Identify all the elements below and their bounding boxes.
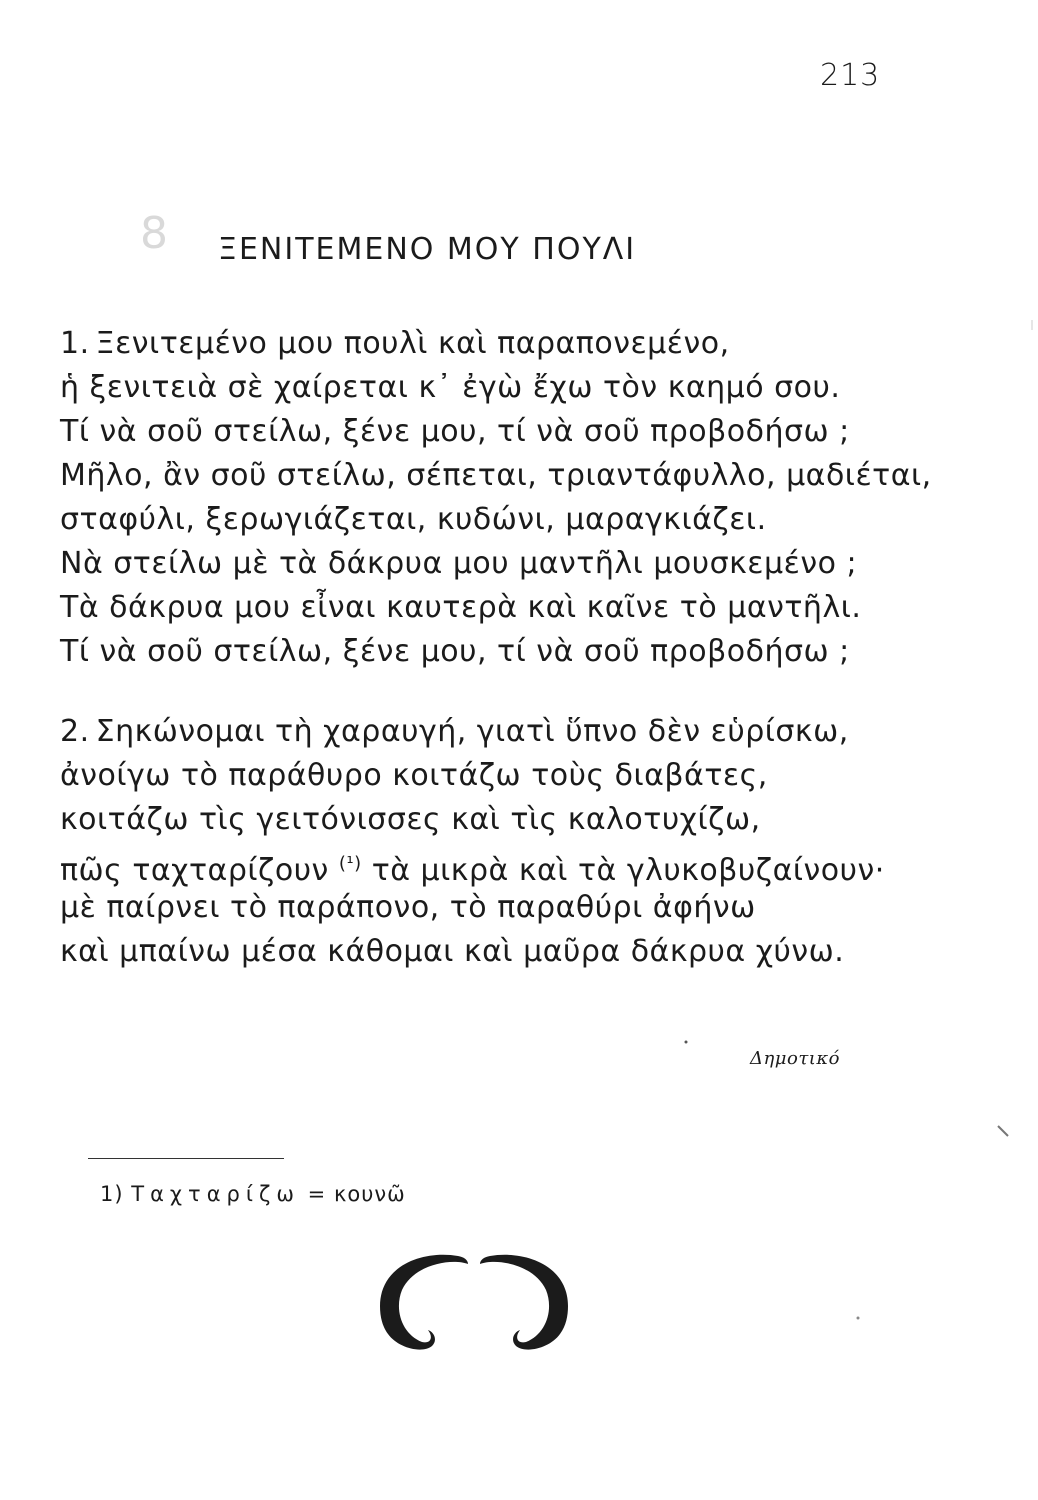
stanza-2 (60, 710, 920, 974)
verse-text: Σηκώνομαι τὴ χαραυγή, γιατὶ ὕπνο δὲν εὑρίσκω, (95, 714, 849, 749)
stanza-1-line-7: Τὰ δάκρυα μου εἶναι καυτερὰ καὶ καῖνε τὸ μαντῆλι. (60, 590, 862, 625)
verse-text: τὰ μικρὰ καὶ τὰ γλυκοβυζαίνουν· (371, 853, 885, 888)
footnote-marker: 1) (100, 1182, 124, 1206)
footnote-term: Ταχταρίζω (131, 1182, 300, 1206)
footnote-equals: = (307, 1182, 327, 1206)
verse-text: Ξενιτεμένο μου πουλὶ καὶ παραπονεμένο, (95, 326, 730, 361)
footnote-reference: (¹) (338, 853, 362, 874)
stanza-1-line-2: ἡ ξενιτειὰ σὲ χαίρεται κ᾿ ἐγὼ ἔχω τὸν καημό σου. (60, 370, 841, 405)
stanza-1-line-1 (60, 322, 920, 366)
stanza-1-line-5: σταφύλι, ξερωγιάζεται, κυδώνι, μαραγκιάζει. (60, 502, 767, 537)
footnote-definition: κουνῶ (333, 1182, 406, 1206)
stanza-1-line-8: Τί νὰ σοῦ στείλω, ξένε μου, τί νὰ σοῦ προβοδήσω ; (60, 634, 850, 669)
stanza-1-line-3: Τί νὰ σοῦ στείλω, ξένε μου, τί νὰ σοῦ προβοδήσω ; (60, 414, 850, 449)
stanza-2-line-4 (60, 842, 920, 886)
stanza-number: 2. (60, 714, 90, 749)
poem-title: ΞΕΝΙΤΕΜΕΝΟ ΜΟΥ ΠΟΥΛΙ (218, 232, 637, 267)
footnote-divider (88, 1158, 284, 1159)
stanza-2-line-5: μὲ παίρνει τὸ παράπονο, τὸ παραθύρι ἀφήνω (60, 890, 756, 925)
attribution: Δημοτικό (750, 1048, 840, 1069)
stanza-2-line-1 (60, 710, 920, 754)
footnote (100, 1182, 406, 1206)
stanza-1-line-6: Νὰ στείλω μὲ τὰ δάκρυα μου μαντῆλι μουσκεμένο ; (60, 546, 858, 581)
stanza-2-line-3: κοιτάζω τὶς γειτόνισσες καὶ τὶς καλοτυχίζω, (60, 802, 761, 837)
pencil-mark-icon: 8 (140, 208, 168, 259)
stanza-number: 1. (60, 326, 90, 361)
verse-text: πῶς ταχταρίζουν (60, 853, 329, 888)
stanza-1-line-4: Μῆλο, ἂν σοῦ στείλω, σέπεται, τριαντάφυλλο, μαδιέται, (60, 458, 932, 493)
stanza-1 (60, 322, 932, 674)
stanza-2-line-6: καὶ μπαίνω μέσα κάθομαι καὶ μαῦρα δάκρυα χύνω. (60, 934, 845, 969)
page-number: 213 (820, 58, 881, 93)
scroll-ornament-icon (372, 1246, 576, 1354)
stanza-2-line-2: ἀνοίγω τὸ παράθυρο κοιτάζω τοὺς διαβάτες, (60, 758, 768, 793)
